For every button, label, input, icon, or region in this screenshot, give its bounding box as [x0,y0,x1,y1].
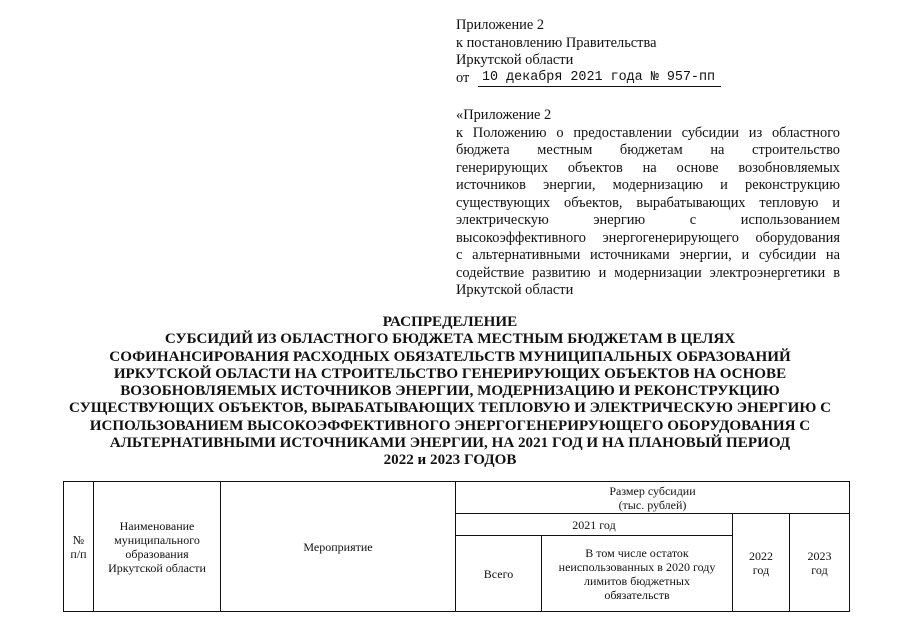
regulation-line: содействие развитию и модернизации электроэнергетики в [456,264,840,281]
title-line: СОФИНАНСИРОВАНИЯ РАСХОДНЫХ ОБЯЗАТЕЛЬСТВ МУНИЦИПАЛЬНЫХ ОБРАЗОВАНИЙ [109,348,791,365]
regulation-line: бюджета местным бюджетам на строительство [456,142,840,158]
regulation-line: существующих объектов, вырабатывающих тепловую и [456,194,840,211]
appendix-line: к постановлению Правительства [456,34,657,51]
title-line: СУЩЕСТВУЮЩИХ ОБЪЕКТОВ, ВЫРАБАТЫВАЮЩИХ ТЕПЛОВУЮ И ЭЛЕКТРИЧЕСКУЮ ЭНЕРГИЮ С [69,400,831,417]
header-cell-year-2023: 2023 год [790,514,850,612]
appendix-header [456,17,846,87]
title-line: ИСПОЛЬЗОВАНИЕМ ВЫСОКОЭФФЕКТИВНОГО ЭНЕРГОГЕНЕРИРУЮЩЕГО ОБОРУДОВАНИЯ С [89,417,811,434]
title-line: 2022 и 2023 ГОДОВ [383,452,517,469]
title-line: СУБСИДИЙ ИЗ ОБЛАСТНОГО БЮДЖЕТА МЕСТНЫМ БЮДЖЕТАМ В ЦЕЛЯХ [164,331,736,348]
decree-date-value: 10 декабря 2021 года № 957-пп [478,70,721,87]
document-title [40,314,860,470]
regulation-line: источников энергии, модернизацию и реконструкцию [456,177,840,193]
header-cell-municipality: Наименование муниципального образования Иркутской области [94,482,221,612]
regulation-line: генерирующих объектов на основе возобновляемых [456,159,840,176]
header-cell-unused-balance: В том числе остаток неиспользованных в 2020 году лимитов бюджетных обязательств [542,536,733,612]
header-cell-number: № п/п [64,482,94,612]
title-line: АЛЬТЕРНАТИВНЫМИ ИСТОЧНИКАМИ ЭНЕРГИИ, НА 2021 ГОД И НА ПЛАНОВЫЙ ПЕРИОД [109,435,791,452]
appendix-line: Приложение 2 [456,17,545,33]
title-line: РАСПРЕДЕЛЕНИЕ [382,314,518,330]
header-cell-year-2021: 2021 год [456,514,733,536]
regulation-line: «Приложение 2 [456,107,552,123]
regulation-line: с альтернативными источниками энергии, и субсидии на [456,247,840,263]
regulation-line: электрическую энергию с использованием [456,212,840,228]
header-cell-total: Всего [456,536,542,612]
decree-date-row [456,70,846,88]
title-line: ИРКУТСКОЙ ОБЛАСТИ НА СТРОИТЕЛЬСТВО ГЕНЕРИРУЮЩИХ ОБЪЕКТОВ НА ОСНОВЕ [113,365,787,382]
decree-date-label: от [456,69,470,86]
header-cell-subsidy-size: Размер субсидии (тыс. рублей) [456,482,850,514]
header-cell-year-2022: 2022 год [733,514,790,612]
regulation-line: Иркутской области [456,282,574,298]
subsidy-table [63,481,850,612]
title-line: ВОЗОБНОВЛЯЕМЫХ ИСТОЧНИКОВ ЭНЕРГИИ, МОДЕРНИЗАЦИЮ И РЕКОНСТРУКЦИЮ [120,383,780,400]
regulation-line: к Положению о предоставлении субсидии из областного [456,124,840,141]
appendix-line: Иркутской области [456,52,574,68]
header-cell-measure: Мероприятие [221,482,456,612]
regulation-reference [456,107,840,300]
regulation-line: высокоэффективного энергогенерирующего оборудования [456,229,840,246]
